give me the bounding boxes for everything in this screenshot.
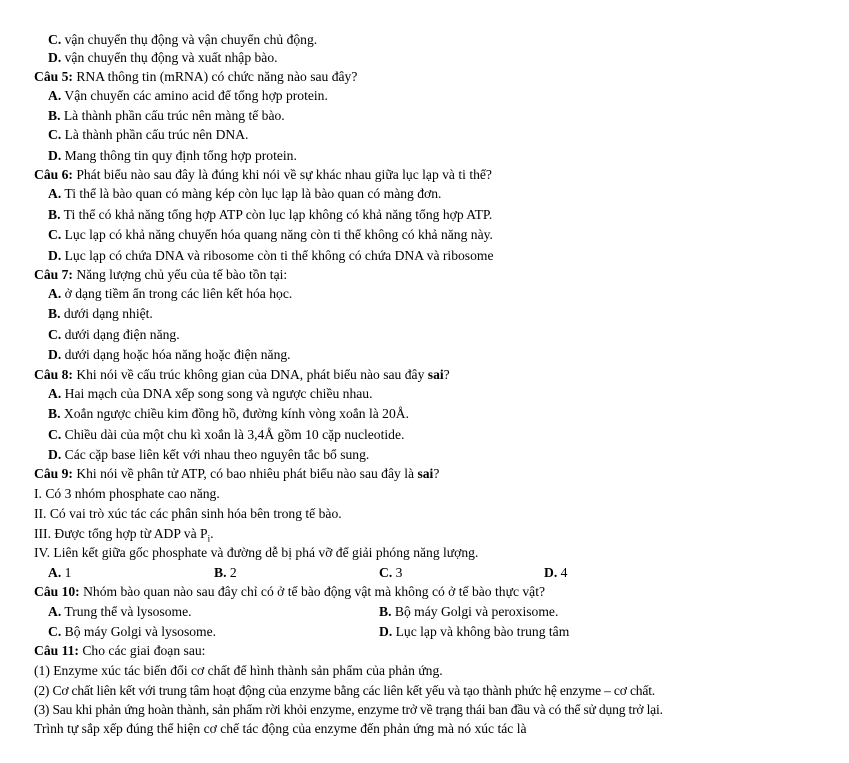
q7-option-c: C. dưới dạng điện năng. (48, 327, 180, 342)
q11-prompt: Trình tự sắp xếp đúng thể hiện cơ chế tác động của enzyme đến phản ứng mà nó xúc tác là (34, 721, 527, 736)
q10-option-c: C. Bộ máy Golgi và lysosome. (48, 624, 217, 639)
q5-option-b: B. Là thành phần cấu trúc nên màng tế bào. (48, 108, 285, 123)
q7-option-d: D. dưới dạng hoặc hóa năng hoặc điện năng. (48, 347, 291, 362)
q7-stem: Câu 7: Năng lượng chủ yếu của tế bào tồn tại: (34, 267, 288, 282)
q5-stem: Câu 5: RNA thông tin (mRNA) có chức năng nào sau đây? (34, 69, 358, 84)
q5-option-a: A. Vận chuyển các amino acid để tổng hợp protein. (48, 88, 328, 103)
q9-option-c: C. 3 (379, 565, 403, 580)
q7-option-b: B. dưới dạng nhiệt. (48, 306, 153, 321)
q11-stem: Câu 11: Cho các giai đoạn sau: (34, 643, 206, 658)
q9-option-b: B. 2 (214, 565, 237, 580)
q11-stage-1: (1) Enzyme xúc tác biến đổi cơ chất để hình thành sản phẩm của phản ứng. (34, 663, 443, 678)
q5-option-c: C. Là thành phần cấu trúc nên DNA. (48, 127, 249, 142)
q10-option-a: A. Trung thể và lysosome. (48, 604, 192, 619)
q10-option-d: D. Lục lạp và không bào trung tâm (379, 624, 570, 639)
q8-option-c: C. Chiều dài của một chu kì xoắn là 3,4Å gồm 10 cặp nucleotide. (48, 427, 405, 442)
q6-stem: Câu 6: Phát biểu nào sau đây là đúng khi nói về sự khác nhau giữa lục lạp và ti thể? (34, 167, 492, 182)
q9-statement-2: II. Có vai trò xúc tác các phân sinh hóa bên trong tế bào. (34, 506, 342, 521)
q4-option-c: C. vận chuyển thụ động và vận chuyển chủ động. (48, 32, 318, 47)
q8-option-a: A. Hai mạch của DNA xếp song song và ngược chiều nhau. (48, 386, 373, 401)
q4-option-d: D. vận chuyển thụ động và xuất nhập bào. (48, 50, 278, 65)
q9-option-a: A. 1 (48, 565, 72, 580)
q6-option-b: B. Ti thể có khả năng tổng hợp ATP còn lục lạp không có khả năng tổng hợp ATP. (48, 207, 493, 222)
q9-stem: Câu 9: Khi nói về phân tử ATP, có bao nhiêu phát biểu nào sau đây là sai? (34, 466, 440, 481)
q7-option-a: A. ở dạng tiềm ẩn trong các liên kết hóa học. (48, 286, 293, 301)
q11-stage-3: (3) Sau khi phản ứng hoàn thành, sản phẩm rời khỏi enzyme, enzyme trở về trạng thái ban đầu và có thể sử dụng trở lại. (34, 702, 663, 717)
q6-option-c: C. Lục lạp có khả năng chuyển hóa quang năng còn ti thể không có khả năng này. (48, 227, 493, 242)
q9-statement-3: III. Được tổng hợp từ ADP và $P_i$. (34, 526, 214, 544)
q9-statement-1: I. Có 3 nhóm phosphate cao năng. (34, 486, 220, 501)
q10-option-b: B. Bộ máy Golgi và peroxisome. (379, 604, 559, 619)
q8-option-b: B. Xoắn ngược chiều kim đồng hồ, đường kính vòng xoắn là 20Å. (48, 406, 409, 421)
q11-stage-2: (2) Cơ chất liên kết với trung tâm hoạt động của enzyme bằng các liên kết yếu và tạo thành phức hệ enzyme – cơ chất. (34, 683, 655, 698)
q6-option-a: A. Ti thể là bào quan có màng kép còn lục lạp là bào quan có màng đơn. (48, 186, 442, 201)
q9-option-d: D. 4 (544, 565, 568, 580)
q5-option-d: D. Mang thông tin quy định tổng hợp protein. (48, 148, 297, 163)
q9-statement-4: IV. Liên kết giữa gốc phosphate và đường dễ bị phá vỡ để giải phóng năng lượng. (34, 545, 479, 560)
q10-stem: Câu 10: Nhóm bào quan nào sau đây chỉ có ở tế bào động vật mà không có ở tế bào thực vật? (34, 584, 546, 599)
q6-option-d: D. Lục lạp có chứa DNA và ribosome còn ti thể không có chứa DNA và ribosome (48, 248, 494, 263)
q8-stem: Câu 8: Khi nói về cấu trúc không gian của DNA, phát biểu nào sau đây sai? (34, 367, 450, 382)
q8-option-d: D. Các cặp base liên kết với nhau theo nguyên tắc bổ sung. (48, 447, 370, 462)
